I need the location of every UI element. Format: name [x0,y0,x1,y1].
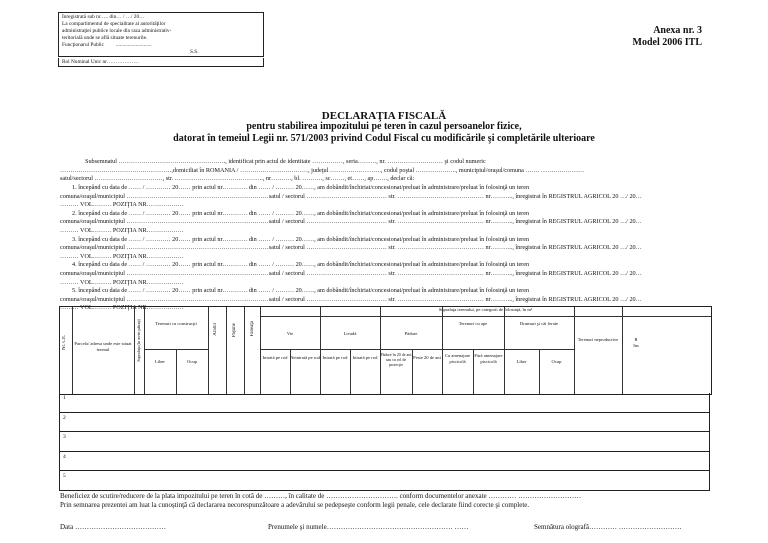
entry-2 [60,210,708,236]
signature-field: Semnătura olografă………… ……………………… [534,523,682,531]
entry-1 [60,184,708,210]
name-field: Prenumele şi numele……………………………………………… …… [268,523,469,531]
ape-a-header: Cu amenajare piscicolă [444,353,471,364]
table-row [59,413,710,433]
official-signature-line: ........................... [115,42,152,48]
vie-a-header: Intrată pe rod [262,355,288,360]
dr-occ-header: Ocup [551,359,562,364]
entry-line: 2. începând cu data de …… / ………… 20…… prin actul nr………… din …… / ……… 20……, am dobândit/închiriat/concesionat/preluat în administrare/preluat în folosinţă un teren [72,209,530,217]
col-total-header: Suprafaţa (în metri pătraţi) [136,319,141,362]
entry-line: 1. începând cu data de …… / ………… 20…… prin actul nr………… din …… / ……… 20……, am dobândit/închiriat/concesionat/preluat în administrare/preluat în folosinţă un teren [72,184,530,191]
official-line [62,42,260,49]
page-title: DECLARAŢIA FISCALĂ [321,110,447,122]
row-number: 4 [63,453,66,460]
row-number: 2 [63,414,66,421]
entry-line: 4. începând cu data de …… / ………… 20…… prin actul nr………… din …… / ……… 20……, am dobândit/închiriat/concesionat/preluat în administrare/preluat în folosinţă un teren [72,261,530,269]
col-padure-header: Pădure [404,331,418,336]
col-constr-header: Terenuri cu construcţii [155,321,197,326]
constr-occ-header: Ocup [187,359,197,364]
page-subtitle-law: datorat în temeiul Legii nr. 571/2003 privind Codul Fiscal cu modificările şi completările ulterioare [173,133,595,144]
entry-line: ……… VOL……… POZIŢIA NR……………… [60,252,184,260]
annex-model: Model 2006 ITL [632,37,702,48]
col-parcel-header: Parcela/ adresa unde este situat terenul [74,341,132,352]
entry-line: ……… VOL……… POZIŢIA NR……………… [60,304,184,312]
registration-box [58,12,264,57]
intro-paragraph [60,158,708,184]
exemption-line: Beneficiez de scutire/reducere de la plata impozitului pe teren în cotă de ………, în calitate de …………………………. conform documentelor anexate ………… ……………………… [60,492,582,500]
page-subtitle: pentru stabilirea impozitului pe teren în cazul persoanelor fizice, [246,121,522,132]
intro-line: satul/sectorul ……………………………, str. ……………………………………., nr………., bl. ………., sc……., et……, ap……., declar că: [60,175,415,183]
entry-line: comuna/oraşul/municipiul ……………………………………………………………satul / sectorul ………………………………… str. …………………………………… nr……….., înregistrat în REGISTRUL AGRICOL 20 …/ 20… [60,295,642,303]
table-row [59,471,710,491]
col-r-label: R [634,337,638,342]
entry-4 [60,261,708,287]
col-r-header [626,337,646,348]
table-row [59,393,710,413]
administration-line: administraţiei publice locale din raza administrativ- [62,28,172,34]
official-label: Funcţionarul Public [62,42,104,48]
annex-number: Anexa nr. 3 [653,25,702,36]
table-super-header: Suprafaţa terenului, pe categorii de folosinţă, în m² [260,307,711,317]
entry-line: comuna/oraşul/municipiul ……………………………………………………………satul / sectorul ………………………………… str. …………………………………… nr……….., înregistrat în REGISTRUL AGRICOL 20 …/ 20… [60,269,642,277]
table-row [59,452,710,472]
dr-free-header: Liber [516,359,527,364]
pad-a-header: Pădure în 20 de ani sau cu rol de protecţie [380,353,412,367]
entry-line: ……… VOL……… POZIŢIA NR……………… [60,278,184,286]
row-number: 3 [63,434,66,440]
col-r2-label: Ins [633,342,639,348]
ape-b-header: Fără amenajare piscicolă [474,353,503,364]
entry-line: comuna/oraşul/municipiul ……………………………………………………………satul / sectorul ………………………………… str. …………………………………… nr……….., înregistrat în REGISTRUL AGRICOL 20 …/ 20… [60,218,642,226]
col-livada-header: Livadă [343,331,357,336]
col-faneata-header: Fâneaţă [250,321,255,337]
pad-b-header: Peste 20 de ani [413,355,441,360]
vie-b-header: Neintrată pe rod [290,355,320,360]
legal-statement: Prin semnarea prezentei am luat la cunoştinţă că declararea necorespunzătoare a adevărului se pedepseşte conform legii penale, cele declarate fiind corecte şi complete. [60,501,530,509]
col-nr-header: Nr. Crt. [62,335,67,351]
territory-line: teritorială unde se află situate terenurile. [62,35,148,41]
col-drumuri-header: Drumuri şi căi ferate [519,321,559,326]
col-ape-header: Terenuri cu ape [458,321,488,326]
entry-line: 5. începând cu data de …… / ………… 20…… prin actul nr………… din …… / ……… 20……, am dobândit/închiriat/concesionat/preluat în administrare/preluat în folosinţă un teren [72,287,530,295]
date-field: Data ………………………………… [60,523,166,531]
entry-line: ……… VOL……… POZIŢIA NR……………… [60,201,184,209]
entry-line: comuna/oraşul/municipiul ……………………………………………………………satul / sectorul ………………………………… str. …………………………………… nr……….., înregistrat în REGISTRUL AGRICOL 20 …/ 20… [60,192,642,200]
entry-line: 3. începând cu data de …… / ………… 20…… prin actul nr………… din …… / ……… 20……, am dobândit/închiriat/concesionat/preluat în administrare/preluat în folosinţă un teren [72,235,530,243]
land-table-body [59,393,710,491]
entry-line: ……… VOL……… POZIŢIA NR……………… [60,226,184,234]
col-arabil-header: Arabil [213,323,218,336]
liv-b-header: Intrată pe rod [352,355,378,360]
col-vie-header: Vie [286,331,294,336]
col-neprod-header: Terenuri neproductive [577,337,619,342]
rol-nominal-box: Rol Nominal Unic nr……………… [58,58,264,67]
table-row [59,432,710,452]
ss-stamp: S.S. [190,49,199,55]
intro-line: ………………………………………………,domiciliat în ROMANIA / ……………………………, judeţul ……………………., codul poştal ……………….., municipiul/oraşul/comuna ……. ………………… [60,166,585,174]
annex-label [633,25,702,49]
intro-line: Subsemnatul ……………………………………………., identificat prin actul de identitate ……………, seria………, nr. ……………………… şi codul numeric [85,158,486,165]
entry-line: comuna/oraşul/municipiul ……………………………………………………………satul / sectorul ………………………………… str. …………………………………… nr……….., înregistrat în REGISTRUL AGRICOL 20 …/ 20… [60,244,642,252]
entry-3 [60,236,708,262]
land-table-header [59,306,712,395]
entries-list [60,184,708,313]
compartment-line: La compartimentul de specialitate al autorităţilor [62,21,166,27]
liv-a-header: Intrată pe rod [322,355,348,360]
registration-line: Înregistrată sub nr.…. din… / …/ 20… [62,14,145,20]
row-number: 5 [63,473,66,479]
row-number: 1 [63,395,66,401]
col-pasune-header: Păşune [232,323,237,338]
constr-free-header: Liber [155,359,165,364]
